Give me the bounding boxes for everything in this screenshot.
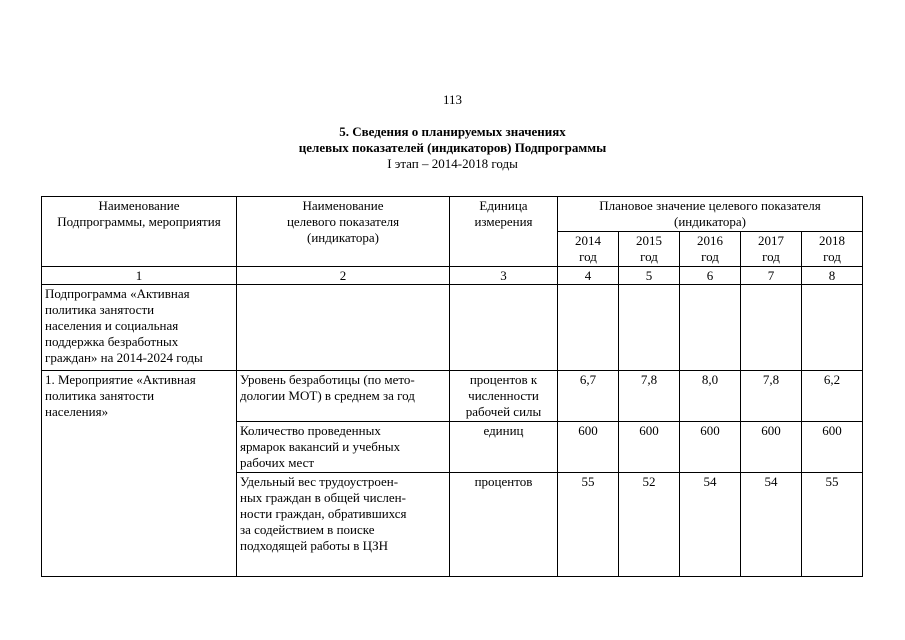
value-cell: 8,0	[680, 371, 741, 422]
header-row	[42, 197, 863, 232]
year-label: 2016	[697, 233, 723, 248]
column-number: 2	[237, 267, 450, 285]
empty-cell	[619, 285, 680, 371]
year-label: 2017	[758, 233, 784, 248]
text-line: ности граждан, обратившихся	[240, 506, 407, 521]
text-line: процентов к	[469, 372, 538, 387]
section-heading	[0, 124, 905, 172]
text-line: за содействием в поиске	[240, 522, 375, 537]
indicator-name	[237, 371, 450, 422]
column-number: 3	[450, 267, 558, 285]
text-line: Уровень безработицы (по мето-	[240, 372, 415, 387]
subprogram-row	[42, 285, 863, 371]
text-line: процентов	[474, 474, 533, 489]
text-line: Удельный вес трудоустроен-	[240, 474, 399, 489]
year-label: 2015	[636, 233, 662, 248]
empty-cell	[680, 285, 741, 371]
header-text-line: Единица	[479, 198, 528, 213]
value-cell: 54	[741, 473, 802, 577]
header-text-line: (индикатора)	[674, 214, 746, 229]
header-year	[558, 232, 619, 267]
column-number: 7	[741, 267, 802, 285]
value-cell: 600	[741, 422, 802, 473]
table-row	[42, 371, 863, 422]
text-line: ных граждан в общей числен-	[240, 490, 406, 505]
empty-cell	[450, 285, 558, 371]
year-label: 2014	[575, 233, 601, 248]
indicator-name	[237, 422, 450, 473]
value-cell: 600	[802, 422, 863, 473]
value-cell: 6,2	[802, 371, 863, 422]
value-cell: 600	[558, 422, 619, 473]
header-text-line: Подпрограммы, мероприятия	[57, 214, 221, 229]
year-suffix: год	[823, 249, 841, 264]
header-unit	[450, 197, 558, 267]
heading-line-1: 5. Сведения о планируемых значениях	[339, 124, 566, 139]
value-cell: 7,8	[741, 371, 802, 422]
text-line: дологии МОТ) в среднем за год	[240, 388, 415, 403]
text-line: Подпрограмма «Активная	[45, 286, 190, 301]
year-suffix: год	[640, 249, 658, 264]
text-line: населения и социальная	[45, 318, 179, 333]
text-line: поддержка безработных	[45, 334, 179, 349]
indicators-table	[41, 196, 863, 577]
header-year	[741, 232, 802, 267]
header-year	[802, 232, 863, 267]
column-number-row	[42, 267, 863, 285]
indicator-name	[237, 473, 450, 577]
text-line: политика занятости	[45, 388, 155, 403]
unit-cell	[450, 371, 558, 422]
unit-cell	[450, 422, 558, 473]
unit-cell	[450, 473, 558, 577]
value-cell: 55	[802, 473, 863, 577]
text-line: ярмарок вакансий и учебных	[240, 439, 401, 454]
text-line: рабочей силы	[465, 404, 542, 419]
value-cell: 6,7	[558, 371, 619, 422]
page-number: 113	[442, 92, 463, 107]
text-line: единиц	[483, 423, 524, 438]
header-text-line: целевого показателя	[286, 214, 400, 229]
measure-name	[42, 371, 237, 577]
heading-line-2: целевых показателей (индикаторов) Подпрограммы	[298, 140, 607, 155]
text-line: 1. Мероприятие «Активная	[45, 372, 196, 387]
column-number: 8	[802, 267, 863, 285]
text-line: подходящей работы в ЦЗН	[240, 538, 388, 553]
text-line: граждан» на 2014-2024 годы	[45, 350, 203, 365]
text-line: рабочих мест	[240, 455, 315, 470]
column-number: 1	[42, 267, 237, 285]
text-line: Количество проведенных	[240, 423, 381, 438]
header-planned-value	[558, 197, 863, 232]
header-text-line: Наименование	[302, 198, 384, 213]
column-number: 6	[680, 267, 741, 285]
value-cell: 52	[619, 473, 680, 577]
header-year	[619, 232, 680, 267]
empty-cell	[558, 285, 619, 371]
value-cell: 7,8	[619, 371, 680, 422]
header-year	[680, 232, 741, 267]
header-subprogram	[42, 197, 237, 267]
empty-cell	[237, 285, 450, 371]
column-number: 5	[619, 267, 680, 285]
year-label: 2018	[819, 233, 846, 248]
empty-cell	[802, 285, 863, 371]
column-number: 4	[558, 267, 619, 285]
value-cell: 600	[619, 422, 680, 473]
header-indicator	[237, 197, 450, 267]
header-text-line: измерения	[474, 214, 533, 229]
value-cell: 54	[680, 473, 741, 577]
header-text-line: Наименование	[98, 198, 180, 213]
value-cell: 55	[558, 473, 619, 577]
empty-cell	[741, 285, 802, 371]
year-suffix: год	[701, 249, 719, 264]
year-suffix: год	[762, 249, 780, 264]
value-cell: 600	[680, 422, 741, 473]
header-text-line: (индикатора)	[307, 230, 379, 245]
year-suffix: год	[579, 249, 597, 264]
text-line: политика занятости	[45, 302, 155, 317]
subprogram-name	[42, 285, 237, 371]
text-line: населения»	[45, 404, 109, 419]
heading-stage: I этап – 2014-2018 годы	[387, 156, 518, 171]
header-text-line: Плановое значение целевого показателя	[599, 198, 821, 213]
text-line: численности	[468, 388, 539, 403]
